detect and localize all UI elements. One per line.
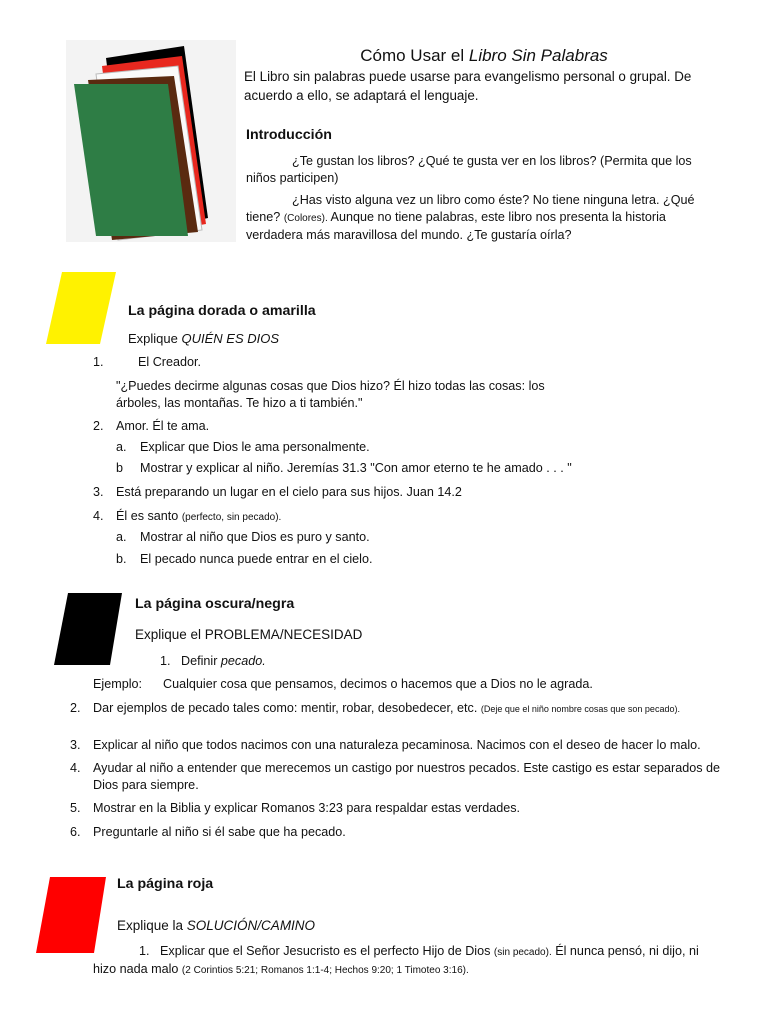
- introduccion-paragraph-1: ¿Te gustan los libros? ¿Qué te gusta ver en los libros? (Permita que los niños participen): [246, 154, 692, 185]
- dorada-item-4-text: Él es santo: [116, 509, 179, 523]
- dorada-item-4-number: 4.: [93, 509, 104, 523]
- black-page-swatch: [54, 593, 124, 670]
- intro-p2-b: Aunque no tiene palabras, este libro nos presenta la historia verdadera más maravillosa del mundo. ¿Te gustaría oírla?: [246, 210, 666, 242]
- roja-item-1-small: (sin pecado).: [493, 947, 552, 958]
- roja-explique: [117, 918, 315, 933]
- negra-ejemplo-label: Ejemplo:: [93, 677, 142, 691]
- negra-item-4-number: 4.: [70, 761, 81, 775]
- dorada-item-4a: Mostrar al niño que Dios es puro y santo.: [140, 530, 370, 544]
- negra-item-3: Explicar al niño que todos nacimos con una naturaleza pecaminosa. Nacimos con el deseo de hacer lo malo.: [93, 738, 701, 752]
- negra-item-3-number: 3.: [70, 738, 81, 752]
- dorada-item-2b-letter: b: [116, 461, 124, 475]
- dorada-item-1-number: 1.: [93, 355, 104, 369]
- roja-explique-text: Explique la: [117, 918, 187, 933]
- roja-item-1-b: Él nunca pensó, ni dijo, ni hizo nada malo: [93, 944, 699, 976]
- introduccion-heading: Introducción: [246, 127, 332, 143]
- dorada-item-4: [116, 508, 281, 526]
- dorada-item-4b-letter: b.: [116, 552, 127, 566]
- dorada-explique: [128, 330, 279, 347]
- dorada-item-4a-letter: a.: [116, 530, 127, 544]
- wordless-book-image: [66, 40, 236, 242]
- dorada-item-3-number: 3.: [93, 485, 104, 499]
- dorada-explique-italic: QUIÉN ES DIOS: [181, 331, 280, 346]
- negra-item-6: Preguntarle al niño si él sabe que ha pecado.: [93, 825, 346, 839]
- roja-heading: La página roja: [117, 876, 214, 892]
- intro-p2-small: (Colores).: [283, 213, 328, 224]
- dorada-item-3: Está preparando un lugar en el cielo para sus hijos. Juan 14.2: [116, 485, 462, 499]
- negra-item-2-text: Dar ejemplos de pecado tales como: mentir, robar, desobedecer, etc.: [93, 701, 478, 715]
- dorada-item-1: El Creador.: [138, 355, 201, 369]
- dorada-heading: La página dorada o amarilla: [128, 303, 316, 319]
- intro-paragraph: El Libro sin palabras puede usarse para evangelismo personal o grupal. De acuerdo a ello, se adaptará el lenguaje.: [244, 69, 692, 103]
- negra-item-4: Ayudar al niño a entender que merecemos un castigo por nuestros pecados. Este castigo es estar separados de Dios para siempre.: [93, 761, 721, 792]
- intro-p2-a: ¿Has visto alguna vez un libro como éste? No tiene ninguna letra. ¿Qué tiene?: [246, 193, 695, 224]
- roja-item-1-number: 1.: [139, 944, 150, 958]
- dorada-item-2-number: 2.: [93, 419, 104, 433]
- dorada-item-2a-letter: a.: [116, 440, 127, 454]
- dorada-item-4b: El pecado nunca puede entrar en el cielo.: [140, 552, 373, 566]
- dorada-item-4-small: (perfecto, sin pecado).: [181, 512, 282, 523]
- introduccion-paragraph-2: [246, 192, 716, 244]
- title-italic: Libro Sin Palabras: [468, 46, 608, 65]
- negra-item-2-number: 2.: [70, 701, 81, 715]
- negra-item-1-text: Definir: [181, 654, 221, 668]
- dorada-item-2b: Mostrar y explicar al niño. Jeremías 31.3 "Con amor eterno te he amado . . . ": [140, 461, 572, 475]
- negra-item-2: [93, 700, 723, 718]
- dorada-item-2a: Explicar que Dios le ama personalmente.: [140, 440, 370, 454]
- negra-item-2-small: (Deje que el niño nombre cosas que son pecado).: [480, 704, 680, 714]
- negra-item-5: Mostrar en la Biblia y explicar Romanos 3:23 para respaldar estas verdades.: [93, 801, 521, 815]
- negra-item-1: [181, 653, 266, 670]
- negra-item-6-number: 6.: [70, 825, 81, 839]
- roja-item-1-text: Explicar que el Señor Jesucristo es el perfecto Hijo de Dios: [160, 944, 491, 958]
- yellow-page-swatch: [46, 272, 118, 349]
- negra-item-5-number: 5.: [70, 801, 81, 815]
- roja-explique-italic: SOLUCIÓN/CAMINO: [186, 918, 316, 933]
- negra-item-1-number: 1.: [160, 654, 171, 668]
- negra-heading: La página oscura/negra: [135, 596, 295, 612]
- title-plain: Cómo Usar el: [360, 46, 469, 65]
- dorada-quote: "¿Puedes decirme algunas cosas que Dios hizo? Él hizo todas las cosas: los árboles, las montañas. Te hizo a ti también.": [116, 379, 545, 410]
- roja-item-1: [93, 943, 723, 979]
- page-title: [244, 46, 724, 66]
- roja-item-1-refs: (2 Corintios 5:21; Romanos 1:1-4; Hechos 9:20; 1 Timoteo 3:16).: [181, 965, 469, 976]
- dorada-item-2: Amor. Él te ama.: [116, 419, 210, 433]
- negra-explique: Explique el PROBLEMA/NECESIDAD: [135, 627, 363, 642]
- dorada-explique-text: Explique: [128, 331, 182, 346]
- negra-ejemplo: Cualquier cosa que pensamos, decimos o hacemos que a Dios no le agrada.: [163, 677, 593, 691]
- negra-item-1-italic: pecado.: [220, 654, 266, 668]
